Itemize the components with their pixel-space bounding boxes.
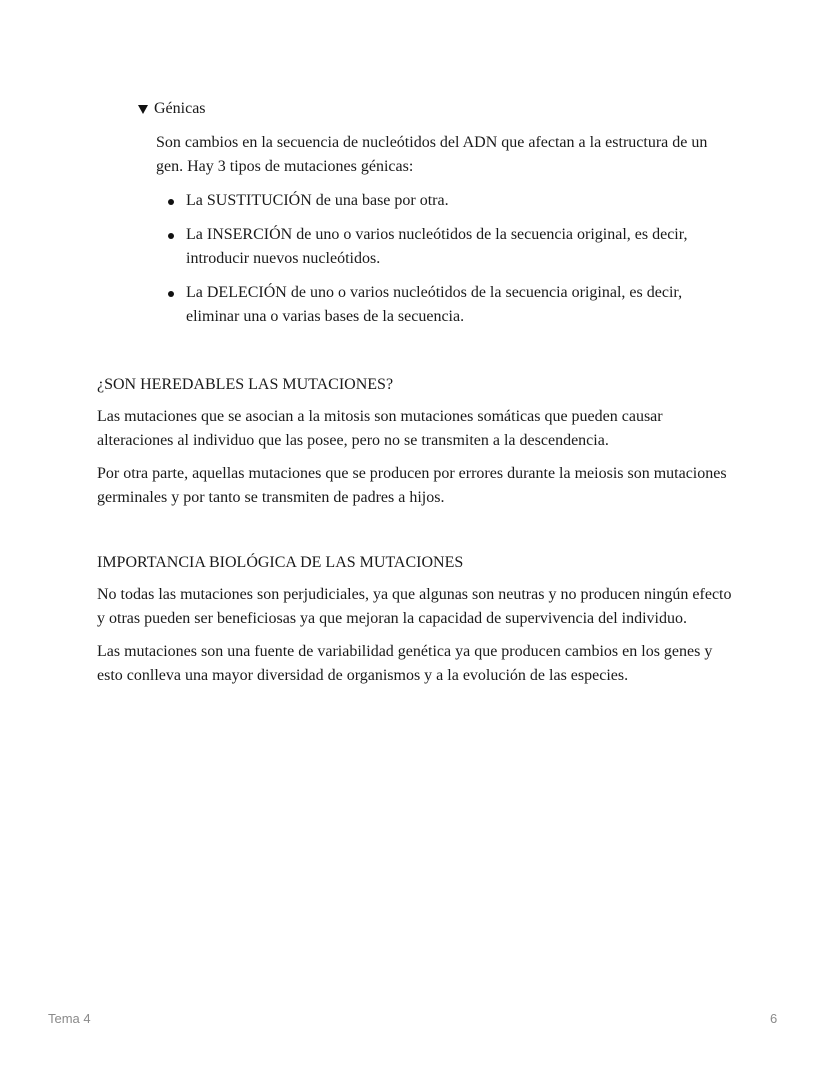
footer-chapter-label: Tema 4 [48,1011,91,1026]
toggle-block-genicas [138,98,738,339]
section-heading: ¿SON HEREDABLES LAS MUTACIONES? [97,376,394,393]
list-item-text: La INSERCIÓN de uno o varios nucleótidos de la secuencia original, es decir, introducir nuevos nucleótidos. [186,226,688,267]
section-heredables [97,374,737,510]
section-importancia [97,552,737,688]
toggle-header[interactable] [138,98,738,120]
paragraph: Las mutaciones que se asocian a la mitosis son mutaciones somáticas que pueden causar alteraciones al individuo que las posee, pero no se transmiten a la descendencia. [97,408,663,449]
toggle-intro-paragraph: Son cambios en la secuencia de nucleótidos del ADN que afectan a la estructura de un gen. Hay 3 tipos de mutaciones génicas: [156,134,708,175]
toggle-title: Génicas [154,100,206,117]
list-item [156,189,738,213]
toggle-content [156,131,738,329]
list-item-text: La SUSTITUCIÓN de una base por otra. [186,192,449,209]
triangle-down-icon[interactable] [138,105,148,114]
mutation-types-list [156,189,738,329]
bullet-icon [168,199,174,205]
paragraph: Por otra parte, aquellas mutaciones que se producen por errores durante la meiosis son mutaciones germinales y por tanto se transmiten de padres a hijos. [97,465,727,506]
list-item [156,223,738,271]
footer-page-number: 6 [770,1011,778,1026]
paragraph: No todas las mutaciones son perjudiciales, ya que algunas son neutras y no producen ningún efecto y otras pueden ser beneficiosas ya que mejoran la capacidad de supervivencia del individuo. [97,586,732,627]
paragraph: Las mutaciones son una fuente de variabilidad genética ya que producen cambios en los genes y esto conlleva una mayor diversidad de organismos y a la evolución de las especies. [97,643,713,684]
bullet-icon [168,233,174,239]
bullet-icon [168,291,174,297]
list-item [156,281,738,329]
list-item-text: La DELECIÓN de uno o varios nucleótidos de la secuencia original, es decir, eliminar una o varias bases de la secuencia. [186,284,683,325]
section-heading: IMPORTANCIA BIOLÓGICA DE LAS MUTACIONES [97,554,464,571]
